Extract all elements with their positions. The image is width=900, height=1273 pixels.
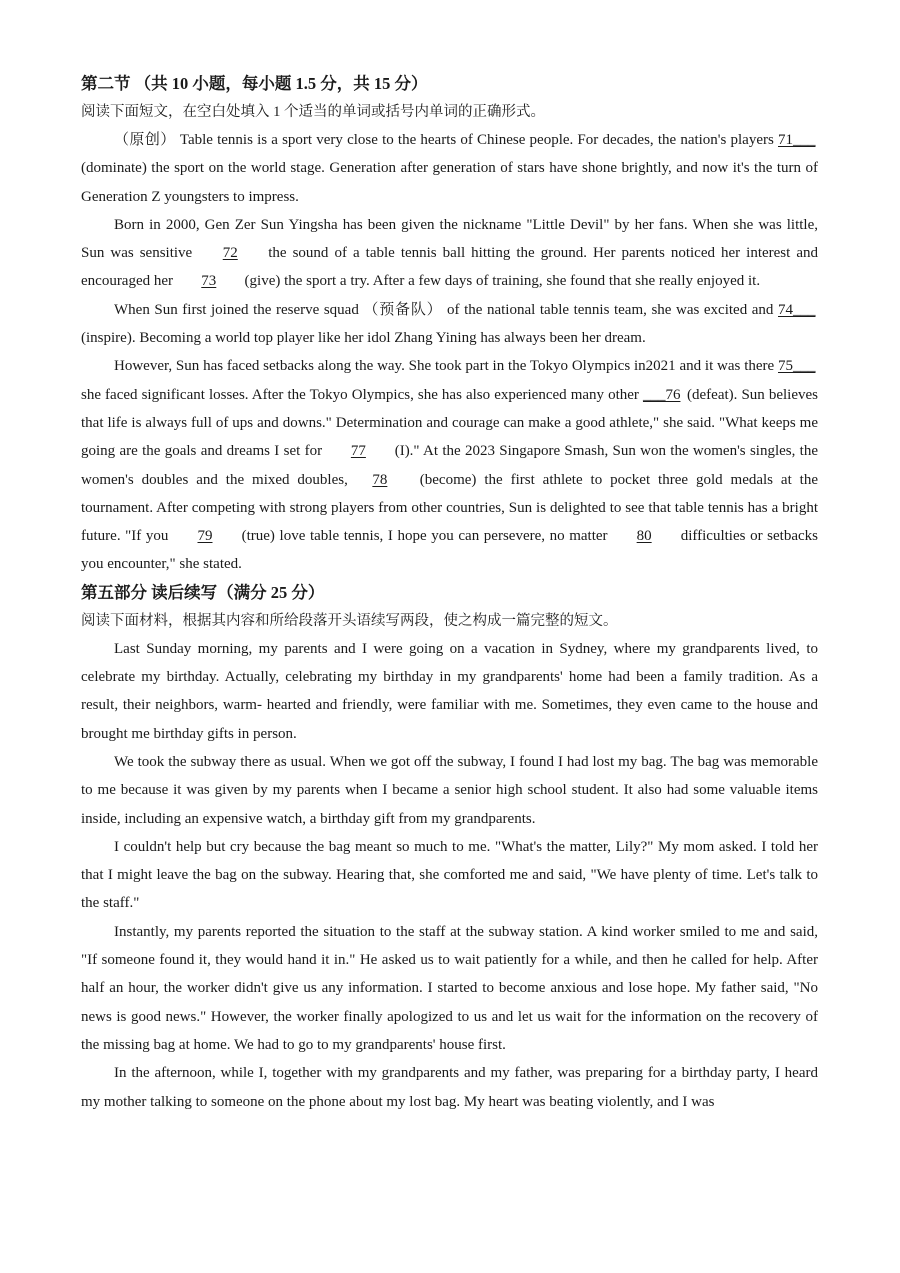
passage-paragraph-3 — [81, 296, 818, 353]
text-run: Born in 2000, Gen Zer Sun Yingsha has been given the nickname "Little Devil" by her fans. When she was little, Sun was sensitive — [81, 216, 818, 262]
text-run: (inspire). Becoming a world top player like her idol Zhang Yining has always been her dream. — [81, 330, 646, 347]
text-run: (defeat). Sun believes that life is always full of ups and downs." Determination and courage can make a good athlete," she said. "What keeps me going are the goals and dreams I set for — [81, 386, 818, 460]
text-run: (become) the first athlete to pocket three gold medals at the tournament. After competing with strong players from other countries, Sun is delighted to see that table tennis has a bright future. "If you — [81, 471, 819, 545]
blank-72: 72 — [222, 245, 238, 262]
text-run: (true) love table tennis, I hope you can persevere, no matter — [237, 528, 613, 545]
blank-75: 75___ — [778, 358, 816, 375]
blank-71: 71___ — [778, 132, 816, 148]
text-run: (give) the sport a try. After a few days of training, she found that she really enjoyed it. — [240, 273, 761, 290]
blank-76: ___76 — [642, 386, 681, 403]
text-run: she faced significant losses. After the Tokyo Olympics, she has also experienced many other — [81, 386, 643, 403]
blank-77: 77 — [350, 443, 366, 460]
text-run: (I)." At the 2023 Singapore Smash, Sun won the women's singles, the women's doubles and the mixed doubles, — [81, 443, 818, 488]
story-paragraph-5: In the afternoon, while I, together with my grandparents and my father, was preparing for a birthday party, I heard my mother talking to someone on the phone about my lost bag. My heart was beating violently, and I was — [81, 1065, 818, 1110]
part5-heading: 第五部分 读后续写（满分 25 分） — [81, 582, 325, 602]
text-run: the sound of a table tennis ball hitting the ground. Her parents noticed her interest and encouraged her — [81, 245, 818, 290]
text-run: When Sun first joined the reserve squad （预备队） of the national table tennis team, she was excited and — [114, 301, 778, 318]
passage-paragraph-4 — [81, 352, 818, 578]
story-paragraph-4: Instantly, my parents reported the situation to the staff at the subway station. A kind worker smiled to me and said, "If someone found it, they would hand it in." He asked us to wait patiently for a while, and then he called for help. After half an hour, the worker didn't give us any information. I started to become anxious and lose hope. My father said, "No news is good news." However, the worker finally apologized to us and let us wait for the information on the recovery of the missing bag at home. We had to go to my grandparents' house first. — [81, 923, 818, 1053]
section2-instruction: 阅读下面短文，在空白处填入 1 个适当的单词或括号内单词的正确形式。 — [81, 104, 545, 120]
story-paragraph-2: We took the subway there as usual. When we got off the subway, I found I had lost my bag. The bag was memorable to me because it was given by my parents when I became a senior high school student. It also had some valuable items inside, including an expensive watch, a birthday gift from my grandparents. — [81, 753, 818, 827]
text-run: （原创） Table tennis is a sport very close to the hearts of Chinese people. For decades, the nation's players — [114, 132, 778, 148]
part5-instruction: 阅读下面材料，根据其内容和所给段落开头语续写两段，使之构成一篇完整的短文。 — [81, 612, 618, 629]
text-run: difficulties or setbacks you encounter," she stated. — [81, 528, 818, 573]
story-paragraph-1: Last Sunday morning, my parents and I were going on a vacation in Sydney, where my grandparents lived, to celebrate my birthday. Actually, celebrating my birthday in my grandparents' home had been a family tradition. As a result, their neighbors, warm- hearted and friendly, were familiar with me. Sometimes, they even came to the house and brought me birthday gifts in person. — [81, 640, 818, 742]
blank-79: 79 — [197, 528, 213, 545]
text-run: However, Sun has faced setbacks along the way. She took part in the Tokyo Olympics in2021 and it was there — [114, 358, 778, 375]
text-run: (dominate) the sport on the world stage. Generation after generation of stars have shone brightly, and now it's the turn of Generation Z youngsters to impress. — [81, 160, 818, 205]
section2-heading: 第二节 （共 10 小题，每小题 1.5 分，共 15 分） — [81, 74, 428, 93]
blank-74: 74___ — [778, 301, 816, 318]
story-paragraph-3: I couldn't help but cry because the bag meant so much to me. "What's the matter, Lily?" My mom asked. I told her that I might leave the bag on the subway. Hearing that, she comforted me and said, "We have plenty of time. Let's talk to the staff." — [81, 838, 818, 912]
passage-paragraph-1 — [81, 126, 818, 211]
blank-78: 78 — [372, 471, 388, 488]
blank-73: 73 — [201, 273, 217, 290]
passage-paragraph-2 — [81, 211, 818, 296]
document-page — [81, 70, 818, 1116]
blank-80: 80 — [636, 528, 652, 545]
